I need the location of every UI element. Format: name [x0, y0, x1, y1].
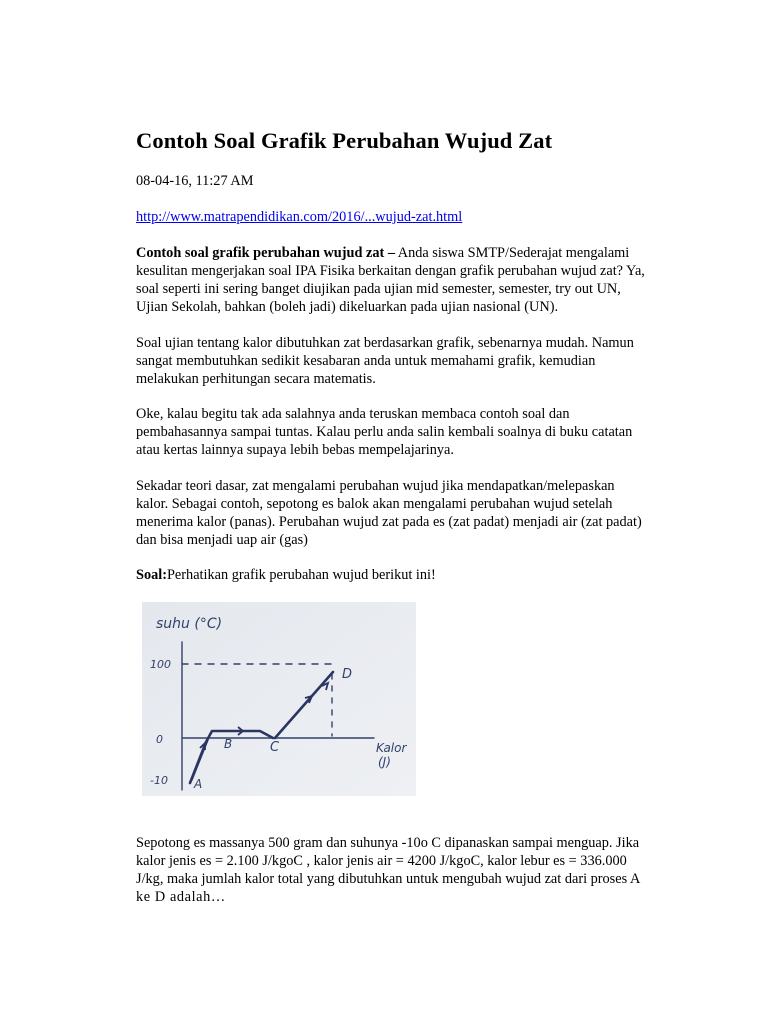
intro-paragraph	[136, 244, 676, 316]
source-link-line	[136, 208, 676, 226]
tick-100: 100	[150, 658, 171, 671]
phase-change-graph	[142, 602, 416, 796]
point-d-label: D	[342, 667, 353, 682]
y-axis-label: suhu (°C)	[156, 616, 223, 632]
paragraph-2-line: sangat membutuhkan sedikit kesabaran anda untuk memahami grafik, kemudian	[136, 353, 596, 369]
intro-line-1: Anda siswa SMTP/Sederajat mengalami	[394, 245, 630, 261]
source-link[interactable]: http://www.matrapendidikan.com/2016/...wujud-zat.html	[136, 209, 463, 225]
x-axis-label: Kalor	[376, 741, 407, 755]
question-prompt	[136, 566, 676, 584]
x-axis-unit: (J)	[378, 755, 391, 769]
paragraph-4-line: Sekadar teori dasar, zat mengalami perubahan wujud jika mendapatkan/melepaskan	[136, 478, 615, 494]
intro-line-2: kesulitan mengerjakan soal IPA Fisika berkaitan dengan grafik perubahan wujud zat? Ya,	[136, 263, 645, 279]
paragraph-3-line: Oke, kalau begitu tak ada salahnya anda teruskan membaca contoh soal dan	[136, 406, 570, 422]
paragraph-2-line: melakukan perhitungan secara matematis.	[136, 371, 376, 387]
question-text: Perhatikan grafik perubahan wujud berikut ini!	[166, 567, 436, 583]
intro-line-3: soal seperti ini sering banget diujikan pada ujian mid semester, semester, try out UN,	[136, 281, 621, 297]
point-b-label: B	[224, 737, 233, 751]
paragraph-4-line: menerima kalor (panas). Perubahan wujud zat pada es (zat padat) menjadi air (zat padat)	[136, 514, 642, 530]
point-c-label: C	[270, 740, 280, 755]
question-label: Soal:	[136, 567, 167, 583]
question-line: ke D adalah…	[136, 889, 226, 905]
hand-drawn-graph-photo	[142, 602, 416, 796]
intro-bold-lead: Contoh soal grafik perubahan wujud zat –	[136, 245, 395, 261]
paragraph-3	[136, 405, 676, 459]
intro-line-4: Ujian Sekolah, bahkan (boleh jadi) dikeluarkan pada ujian nasional (UN).	[136, 299, 559, 315]
paragraph-3-line: pembahasannya sampai tuntas. Kalau perlu anda salin kembali soalnya di buku catatan	[136, 424, 633, 440]
point-a-label: A	[194, 777, 203, 791]
paragraph-4-line: dan bisa menjadi uap air (gas)	[136, 532, 308, 548]
post-date: 08-04-16, 11:27 AM	[136, 173, 254, 189]
paragraph-3-line: atau kertas lainnya supaya lebih bebas mempelajarinya.	[136, 442, 454, 458]
question-line: J/kg, maka jumlah kalor total yang dibutuhkan untuk mengubah wujud zat dari proses A	[136, 871, 641, 887]
tick-minus-10: -10	[150, 774, 168, 787]
paragraph-4	[136, 477, 676, 549]
paragraph-2	[136, 334, 676, 388]
paragraph-4-line: kalor. Sebagai contoh, sepotong es balok akan mengalami perubahan wujud setelah	[136, 496, 613, 512]
question-line: kalor jenis es = 2.100 J/kgoC , kalor jenis air = 4200 J/kgoC, kalor lebur es = 336.000	[136, 853, 627, 869]
page-title: Contoh Soal Grafik Perubahan Wujud Zat	[136, 128, 553, 153]
question-line: Sepotong es massanya 500 gram dan suhunya -10o C dipanaskan sampai menguap. Jika	[136, 835, 640, 851]
question-paragraph	[136, 834, 676, 906]
tick-0: 0	[156, 733, 163, 746]
paragraph-2-line: Soal ujian tentang kalor dibutuhkan zat berdasarkan grafik, sebenarnya mudah. Namun	[136, 335, 634, 351]
